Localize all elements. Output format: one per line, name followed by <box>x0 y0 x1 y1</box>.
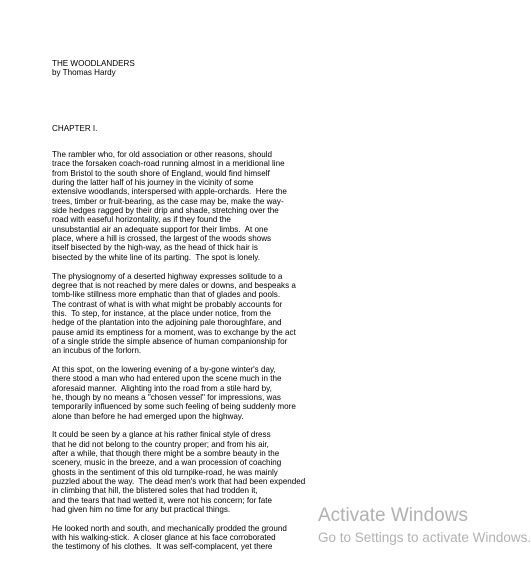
text-line: At this spot, on the lowering evening of a by-gone winter's day, <box>52 364 276 374</box>
text-line: road with easeful horizontality, as if they found the <box>52 215 231 225</box>
text-line: itself bisected by the high-way, as the head of thick hair is <box>52 243 258 253</box>
text-line: The physiognomy of a deserted highway expresses solitude to a <box>52 271 283 281</box>
watermark-title: Activate Windows <box>318 505 468 526</box>
text-line: ghosts in the sentiment of this old turnpike-road, he was mainly <box>52 467 278 477</box>
paragraph-1 <box>52 150 352 262</box>
text-line: hedge of the plantation into the adjoining pale thoroughfare, and <box>52 318 282 328</box>
text-line: after a while, that though there might be a sombre beauty in the <box>52 449 280 459</box>
text-line: that he did not belong to the country proper; and from his air, <box>52 439 269 449</box>
text-line: trees, timber or fruit-bearing, as the case may be, make the way- <box>52 196 284 206</box>
text-line: pause amid its emptiness for a moment, was to exchange by the act <box>52 327 296 337</box>
watermark-subtitle: Go to Settings to activate Windows. <box>318 530 531 545</box>
text-line: alone than before he had emerged upon the highway. <box>52 411 244 421</box>
paragraph-3 <box>52 365 352 421</box>
activation-watermark <box>318 504 531 548</box>
book-title: THE WOODLANDERS <box>52 59 135 68</box>
text-line: he, though by no means a "chosen vessel" for impressions, was <box>52 392 281 402</box>
text-line: of a single stride the simple absence of human companionship for <box>52 336 288 346</box>
text-line: and the tears that had wetted it, were not his concern; for fate <box>52 495 273 505</box>
text-line: The contrast of what is with what might be probably accounts for <box>52 299 283 309</box>
text-line: The rambler who, for old association or other reasons, should <box>52 150 272 160</box>
document-text <box>52 59 352 552</box>
book-author: by Thomas Hardy <box>52 68 116 78</box>
text-line: scenery, music in the breeze, and a wan procession of coaching <box>52 458 282 468</box>
text-line: the testimony of his clothes. It was self-complacent, yet there <box>52 542 273 552</box>
paragraph-4 <box>52 430 352 514</box>
text-line: tomb-like stillness more emphatic than that of glades and pools. <box>52 290 281 300</box>
paragraph-2 <box>52 272 352 356</box>
text-line: trace the forsaken coach-road running almost in a meridional line <box>52 159 285 169</box>
text-line: temporarily influenced by some such feeling of being suddenly more <box>52 402 296 412</box>
text-line: had given him no time for any but practical things. <box>52 505 231 515</box>
text-line: side hedges ragged by their drip and shade, stretching over the <box>52 206 279 216</box>
text-line: there stood a man who had entered upon the scene much in the <box>52 374 282 384</box>
text-line: place, where a hill is crossed, the largest of the woods shows <box>52 234 272 244</box>
text-line: unsubstantial air an adequate support for their limbs. At one <box>52 224 268 234</box>
text-line: aforesaid manner. Alighting into the road from a stile hard by, <box>52 383 272 393</box>
text-line: an incubus of the forlorn. <box>52 346 142 356</box>
text-line: during the latter half of his journey in the vicinity of some <box>52 178 254 188</box>
text-line: extensive woodlands, interspersed with apple-orchards. Here the <box>52 187 287 197</box>
text-line: in climbing that hill, the blistered soles that had trodden it, <box>52 486 258 496</box>
text-line: puzzled about the way. The dead men's work that had been expended <box>52 477 306 487</box>
text-line: with his walking-stick. A closer glance at his face corroborated <box>52 533 276 543</box>
text-line: from Bristol to the south shore of England, would find himself <box>52 168 270 178</box>
text-line: this. To step, for instance, at the place under notice, from the <box>52 308 271 318</box>
text-line: He looked north and south, and mechanically prodded the ground <box>52 523 287 533</box>
text-line: It could be seen by a glance at his rather finical style of dress <box>52 430 271 440</box>
text-line: bisected by the white line of its parting. The spot is lonely. <box>52 252 261 262</box>
paragraph-5 <box>52 524 352 552</box>
chapter-heading: CHAPTER I. <box>52 123 98 133</box>
text-line: degree that is not reached by mere dales or downs, and bespeaks a <box>52 280 296 290</box>
